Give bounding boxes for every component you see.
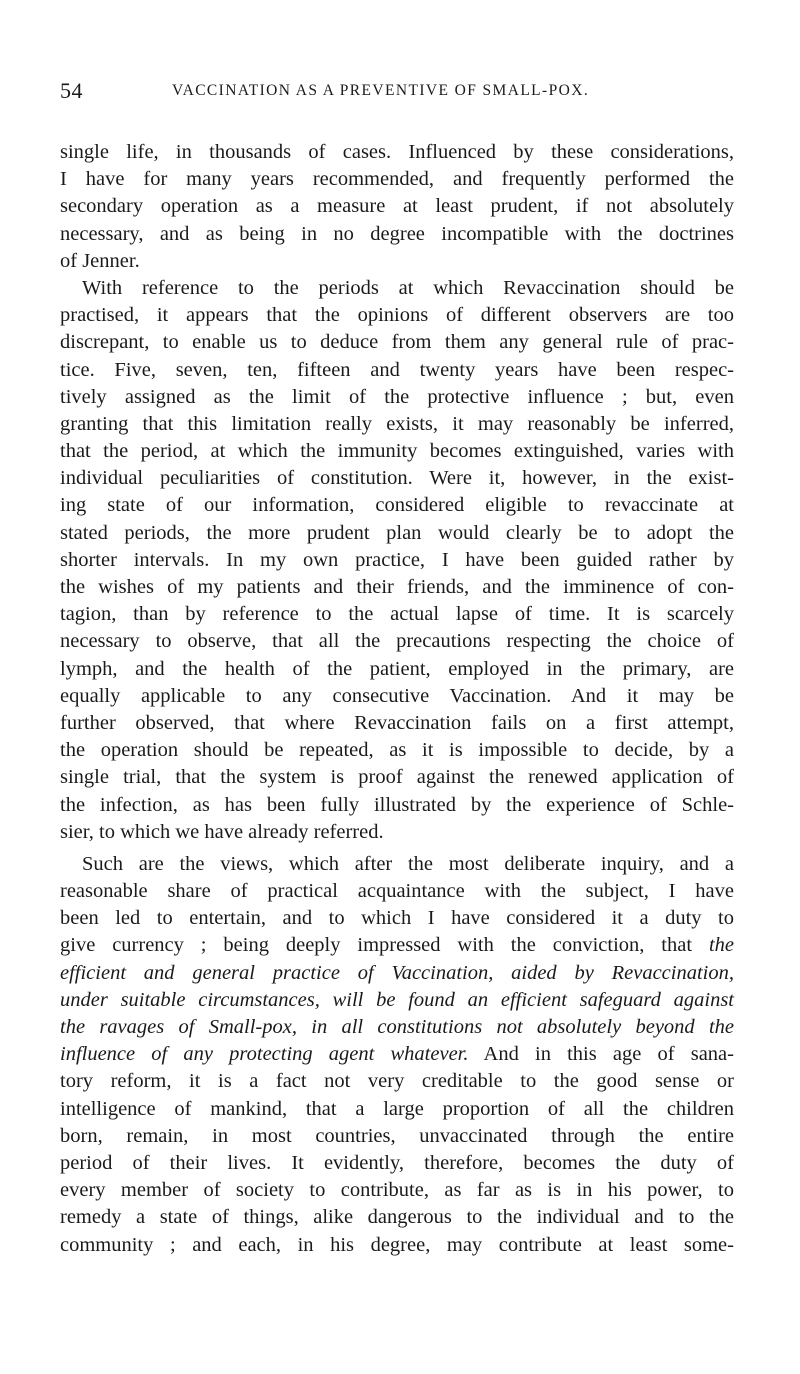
text-line: remedy a state of things, alike dangerous to the individual and to the (60, 1206, 734, 1229)
text-line: the infection, as has been fully illustrated by the experience of Schle- (60, 793, 734, 816)
italic-text: the ravages of Small-pox, in all constitutions not absolutely beyond the (60, 1016, 734, 1038)
text-line: the wishes of my patients and their friends, and the imminence of con- (60, 576, 734, 598)
italic-text: efficient and general practice of Vaccination, aided by Revaccination, (60, 961, 734, 984)
text-line: discrepant, to enable us to deduce from them any general rule of prac- (60, 331, 734, 354)
text-line: shorter intervals. In my own practice, I have been guided rather by (60, 548, 734, 571)
text-line: granting that this limitation really exists, it may reasonably be inferred, (60, 412, 734, 435)
text-line: I have for many years recommended, and frequently performed the (60, 168, 734, 191)
text-line: tagion, than by reference to the actual lapse of time. It is scarcely (60, 603, 734, 626)
text-line: tively assigned as the limit of the protective influence ; but, even (60, 385, 734, 408)
text-line: lymph, and the health of the patient, employed in the primary, are (60, 657, 734, 680)
text-line: further observed, that where Revaccination fails on a first attempt, (60, 711, 734, 734)
text-line: necessary, and as being in no degree incompatible with the doctrines (60, 222, 734, 245)
text-line: single trial, that the system is proof against the renewed application of (60, 766, 734, 789)
text-line: that the period, at which the immunity becomes extinguished, varies with (60, 440, 734, 463)
text-line: community ; and each, in his degree, may contribute at least some- (60, 1233, 734, 1256)
text-line: With reference to the periods at which Revaccination should be (82, 276, 734, 299)
text-line: been led to entertain, and to which I have considered it a duty to (60, 907, 734, 930)
text-line (60, 1041, 734, 1068)
text-segment: And in this age of sana- (483, 1043, 734, 1066)
text-line: of Jenner. (60, 249, 140, 272)
text-line: reasonable share of practical acquaintance with the subject, I have (60, 880, 734, 903)
text-line (60, 1014, 734, 1041)
text-line: Such are the views, which after the most deliberate inquiry, and a (82, 852, 734, 875)
text-line: period of their lives. It evidently, therefore, becomes the duty of (60, 1151, 734, 1174)
page-header (60, 78, 720, 108)
running-title: VACCINATION AS A PREVENTIVE OF SMALL-POX. (172, 82, 590, 99)
text-segment: give currency ; being deeply impressed with the conviction, that (60, 934, 693, 957)
italic-text: the (708, 934, 734, 957)
text-line: the operation should be repeated, as it is impossible to decide, by a (60, 739, 734, 762)
text-line: practised, it appears that the opinions of different observers are too (60, 304, 734, 327)
text-line: individual peculiarities of constitution. Were it, however, in the exist- (60, 467, 734, 490)
text-line: intelligence of mankind, that a large proportion of all the children (60, 1097, 734, 1120)
text-line (60, 932, 734, 959)
text-line: secondary operation as a measure at least prudent, if not absolutely (60, 195, 734, 218)
text-line: every member of society to contribute, as far as is in his power, to (60, 1179, 734, 1202)
text-line: tory reform, it is a fact not very creditable to the good sense or (60, 1070, 734, 1093)
text-line: stated periods, the more prudent plan would clearly be to adopt the (60, 521, 734, 544)
text-line: born, remain, in most countries, unvaccinated through the entire (60, 1124, 734, 1147)
text-line: ing state of our information, considered eligible to revaccinate at (60, 494, 734, 517)
text-line (60, 987, 734, 1014)
page-number: 54 (60, 78, 83, 103)
text-line: single life, in thousands of cases. Influenced by these considerations, (60, 141, 734, 163)
text-line: tice. Five, seven, ten, fifteen and twenty years have been respec- (60, 358, 734, 381)
text-line (60, 960, 734, 987)
italic-text: under suitable circumstances, will be found an efficient safeguard against (60, 988, 734, 1011)
italic-text: influence of any protecting agent whatever. (60, 1043, 469, 1066)
text-line: necessary to observe, that all the precautions respecting the choice of (60, 630, 734, 653)
text-line: equally applicable to any consecutive Vaccination. And it may be (60, 684, 734, 707)
text-line: sier, to which we have already referred. (60, 820, 384, 843)
body-text (60, 139, 734, 1259)
